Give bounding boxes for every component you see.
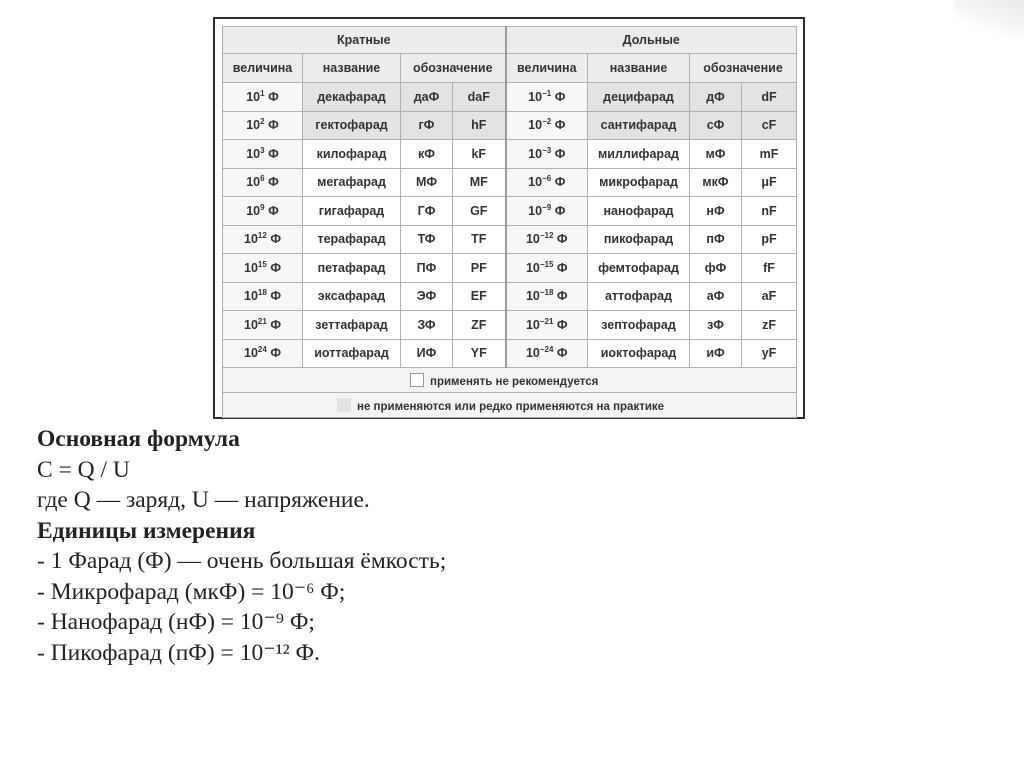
- symbol-ru-cell: ПФ: [401, 254, 453, 283]
- value-cell: $10^9$ Ф: [223, 197, 303, 226]
- symbol-intl-cell: dF: [742, 83, 797, 112]
- col-header-value: величина: [506, 54, 588, 83]
- symbol-intl-cell: ZF: [453, 311, 506, 340]
- value-cell: $10^{-12}$ Ф: [506, 225, 588, 254]
- group-header-submultiples: Дольные: [506, 27, 797, 54]
- name-cell: иоктофарад: [588, 339, 690, 368]
- name-cell: фемтофарад: [588, 254, 690, 283]
- name-cell: зеттафарад: [303, 311, 401, 340]
- symbol-intl-cell: GF: [453, 197, 506, 226]
- formula-note: где Q — заряд, U — напряжение.: [37, 487, 370, 513]
- symbol-intl-cell: daF: [453, 83, 506, 112]
- col-header-name: название: [303, 54, 401, 83]
- name-cell: петафарад: [303, 254, 401, 283]
- symbol-intl-cell: kF: [453, 140, 506, 169]
- symbol-intl-cell: EF: [453, 282, 506, 311]
- symbol-ru-cell: ИФ: [401, 339, 453, 368]
- unit-item: - Микрофарад (мкФ) = 10⁻⁶ Ф;: [37, 578, 346, 605]
- legend-swatch-dark: [337, 398, 351, 412]
- units-heading: Единицы измерения: [37, 517, 256, 544]
- value-cell: $10^1$ Ф: [223, 83, 303, 112]
- value-cell: $10^{12}$ Ф: [223, 225, 303, 254]
- table-row: [223, 225, 797, 254]
- legend-not-recommended-label: применять не рекомендуется: [430, 375, 599, 388]
- value-cell: $10^{21}$ Ф: [223, 311, 303, 340]
- name-cell: мегафарад: [303, 168, 401, 197]
- symbol-intl-cell: μF: [742, 168, 797, 197]
- value-cell: $10^{-21}$ Ф: [506, 311, 588, 340]
- value-cell: $10^2$ Ф: [223, 111, 303, 140]
- symbol-ru-cell: сФ: [690, 111, 742, 140]
- col-header-name: название: [588, 54, 690, 83]
- name-cell: терафарад: [303, 225, 401, 254]
- symbol-ru-cell: фФ: [690, 254, 742, 283]
- symbol-ru-cell: даФ: [401, 83, 453, 112]
- col-header-value: величина: [223, 54, 303, 83]
- name-cell: гектофарад: [303, 111, 401, 140]
- col-header-symbol: обозначение: [401, 54, 506, 83]
- symbol-ru-cell: зФ: [690, 311, 742, 340]
- symbol-intl-cell: YF: [453, 339, 506, 368]
- value-cell: $10^{-1}$ Ф: [506, 83, 588, 112]
- value-cell: $10^{-3}$ Ф: [506, 140, 588, 169]
- symbol-ru-cell: ЭФ: [401, 282, 453, 311]
- symbol-ru-cell: ТФ: [401, 225, 453, 254]
- value-cell: $10^{18}$ Ф: [223, 282, 303, 311]
- name-cell: аттофарад: [588, 282, 690, 311]
- group-header-multiples: Кратные: [223, 27, 506, 54]
- table-row: [223, 168, 797, 197]
- name-cell: миллифарад: [588, 140, 690, 169]
- legend-rarely-used-label: не применяются или редко применяются на практике: [357, 400, 665, 413]
- value-cell: $10^{-6}$ Ф: [506, 168, 588, 197]
- symbol-ru-cell: нФ: [690, 197, 742, 226]
- value-cell: $10^6$ Ф: [223, 168, 303, 197]
- symbol-ru-cell: мкФ: [690, 168, 742, 197]
- symbol-intl-cell: yF: [742, 339, 797, 368]
- name-cell: микрофарад: [588, 168, 690, 197]
- table-row: [223, 339, 797, 368]
- table-row: [223, 83, 797, 112]
- symbol-intl-cell: cF: [742, 111, 797, 140]
- legend-rarely-used: [223, 393, 797, 418]
- name-cell: иоттафарад: [303, 339, 401, 368]
- value-cell: $10^{-18}$ Ф: [506, 282, 588, 311]
- name-cell: килофарад: [303, 140, 401, 169]
- col-header-symbol: обозначение: [690, 54, 797, 83]
- symbol-ru-cell: ЗФ: [401, 311, 453, 340]
- value-cell: $10^{24}$ Ф: [223, 339, 303, 368]
- unit-item: - Пикофарад (пФ) = 10⁻¹² Ф.: [37, 639, 320, 666]
- value-cell: $10^{-15}$ Ф: [506, 254, 588, 283]
- table-row: [223, 282, 797, 311]
- legend-not-recommended: [223, 368, 797, 393]
- name-cell: зептофарад: [588, 311, 690, 340]
- capacitance-units-table: [222, 26, 797, 418]
- value-cell: $10^3$ Ф: [223, 140, 303, 169]
- formula: C = Q / U: [37, 456, 130, 483]
- symbol-intl-cell: zF: [742, 311, 797, 340]
- symbol-intl-cell: aF: [742, 282, 797, 311]
- table-row: [223, 140, 797, 169]
- name-cell: пикофарад: [588, 225, 690, 254]
- name-cell: децифарад: [588, 83, 690, 112]
- name-cell: эксафарад: [303, 282, 401, 311]
- page-curl-decoration: [954, 0, 1024, 40]
- value-cell: $10^{15}$ Ф: [223, 254, 303, 283]
- symbol-intl-cell: mF: [742, 140, 797, 169]
- symbol-ru-cell: мФ: [690, 140, 742, 169]
- unit-item: - Нанофарад (нФ) = 10⁻⁹ Ф;: [37, 609, 315, 635]
- symbol-ru-cell: гФ: [401, 111, 453, 140]
- symbol-ru-cell: иФ: [690, 339, 742, 368]
- name-cell: сантифарад: [588, 111, 690, 140]
- formula-text-block: [37, 424, 797, 668]
- symbol-ru-cell: ГФ: [401, 197, 453, 226]
- legend-swatch-light: [410, 373, 424, 387]
- symbol-intl-cell: fF: [742, 254, 797, 283]
- value-cell: $10^{-24}$ Ф: [506, 339, 588, 368]
- formula-heading: Основная формула: [37, 426, 240, 452]
- table-row: [223, 197, 797, 226]
- symbol-intl-cell: nF: [742, 197, 797, 226]
- symbol-ru-cell: МФ: [401, 168, 453, 197]
- units-table-figure: [213, 17, 805, 419]
- name-cell: нанофарад: [588, 197, 690, 226]
- name-cell: гигафарад: [303, 197, 401, 226]
- symbol-intl-cell: MF: [453, 168, 506, 197]
- symbol-intl-cell: TF: [453, 225, 506, 254]
- symbol-intl-cell: PF: [453, 254, 506, 283]
- symbol-intl-cell: pF: [742, 225, 797, 254]
- table-row: [223, 111, 797, 140]
- symbol-ru-cell: кФ: [401, 140, 453, 169]
- value-cell: $10^{-9}$ Ф: [506, 197, 588, 226]
- symbol-intl-cell: hF: [453, 111, 506, 140]
- table-row: [223, 254, 797, 283]
- name-cell: декафарад: [303, 83, 401, 112]
- symbol-ru-cell: аФ: [690, 282, 742, 311]
- table-row: [223, 311, 797, 340]
- symbol-ru-cell: пФ: [690, 225, 742, 254]
- value-cell: $10^{-2}$ Ф: [506, 111, 588, 140]
- symbol-ru-cell: дФ: [690, 83, 742, 112]
- unit-item: - 1 Фарад (Ф) — очень большая ёмкость;: [37, 548, 447, 574]
